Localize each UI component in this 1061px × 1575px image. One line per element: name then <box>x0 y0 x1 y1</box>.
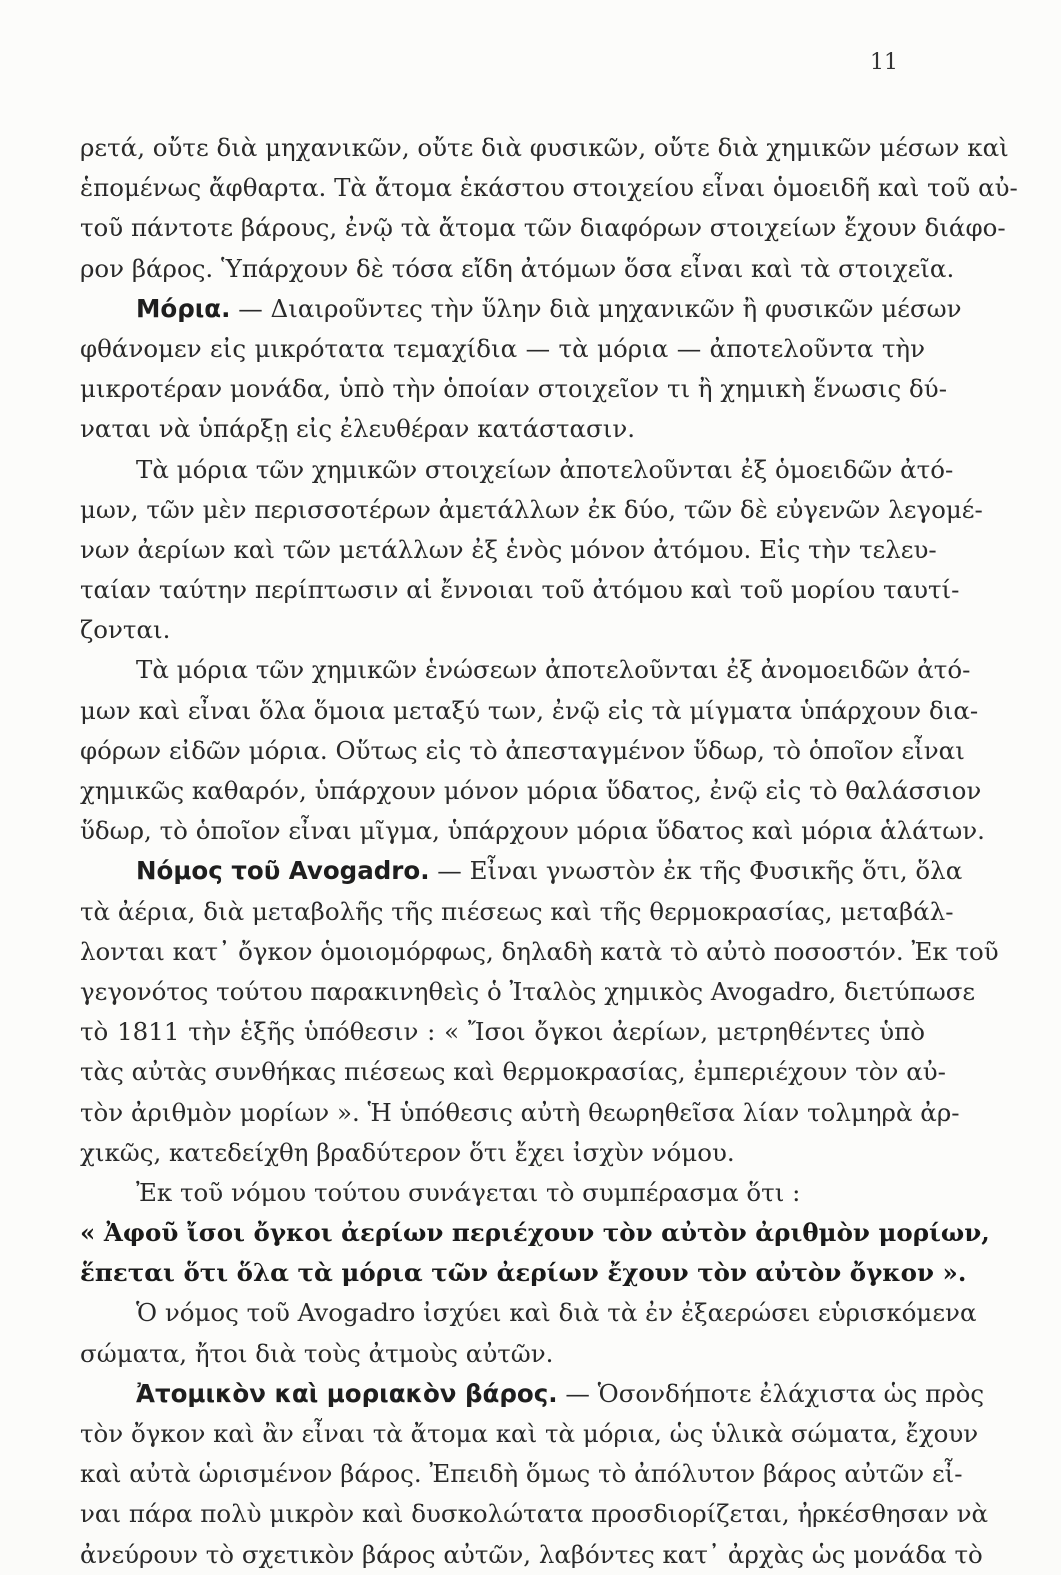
text-line: Τὰ μόρια τῶν χημικῶν στοιχείων ἀποτελοῦνται ἐξ ὁμοειδῶν ἀτό- <box>136 454 954 484</box>
text-line: μικροτέραν μονάδα, ὑπὸ τὴν ὁποίαν στοιχεῖον τι ἢ χημικὴ ἕνωσις δύ- <box>80 374 947 404</box>
text-line: Τὰ μόρια τῶν χημικῶν ἑνώσεων ἀποτελοῦνται ἐξ ἀνομοειδῶν ἀτό- <box>136 655 971 685</box>
text-line: χημικῶς καθαρόν, ὑπάρχουν μόνον μόρια ὕδατος, ἐνῷ εἰς τὸ θαλάσσιον <box>80 776 982 805</box>
text-line: Ἐκ τοῦ νόμου τούτου συνάγεται τὸ συμπέρασμα ὅτι : <box>136 1177 801 1207</box>
text-line: φόρων εἰδῶν μόρια. Οὕτως εἰς τὸ ἀπεσταγμένον ὕδωρ, τὸ ὁποῖον εἶναι <box>80 735 965 765</box>
text-line: μων καὶ εἶναι ὅλα ὅμοια μεταξύ των, ἐνῷ εἰς τὰ μίγματα ὑπάρχουν δια- <box>80 695 979 725</box>
conclusion-line: ἕπεται ὅτι ὅλα τὰ μόρια τῶν ἀερίων ἔχουν τὸν αὐτὸν ὄγκον ». <box>80 1258 967 1288</box>
text-line: — Ὁσονδήποτε ἐλάχιστα ὡς πρὸς <box>557 1378 985 1408</box>
text-line: τὰ ἀέρια, διὰ μεταβολῆς τῆς πιέσεως καὶ τῆς θερμοκρασίας, μεταβάλ- <box>80 896 954 926</box>
text-line: τὸν ἀριθμὸν μορίων ». Ἡ ὑπόθεσις αὐτὴ θεωρηθεῖσα λίαν τολμηρὰ ἀρ- <box>80 1097 960 1127</box>
page-number: 11 <box>870 50 898 75</box>
text-line: ἀνεύρουν τὸ σχετικὸν βάρος αὐτῶν, λαβόντες κατ᾿ ἀρχὰς ὡς μονάδα τὸ <box>80 1539 983 1569</box>
text-line: φθάνομεν εἰς μικρότατα τεμαχίδια — τὰ μόρια — ἀποτελοῦντα τὴν <box>80 333 925 363</box>
text-line: καὶ αὐτὰ ὡρισμένον βάρος. Ἐπειδὴ ὅμως τὸ ἀπόλυτον βάρος αὐτῶν εἶ- <box>80 1459 963 1489</box>
text-line: — Εἶναι γνωστὸν ἐκ τῆς Φυσικῆς ὅτι, ὅλα <box>429 856 963 886</box>
text-line: τὰς αὐτὰς συνθήκας πιέσεως καὶ θερμοκρασίας, ἐμπεριέχουν τὸν αὐ- <box>80 1057 946 1087</box>
text-line: — Διαιροῦντες τὴν ὕλην διὰ μηχανικῶν ἢ φυσικῶν μέσων <box>230 293 962 323</box>
text-line: τὸν ὄγκον καὶ ἂν εἶναι τὰ ἄτομα καὶ τὰ μόρια, ὡς ὑλικὰ σώματα, ἔχουν <box>80 1419 979 1448</box>
section-heading-atomic-weight: Ἀτομικὸν καὶ μοριακὸν βάρος. <box>136 1378 558 1408</box>
section-line-avogadro <box>80 851 963 891</box>
text-line: ναι πάρα πολὺ μικρὸν καὶ δυσκολώτατα προσδιορίζεται, ἠρκέσθησαν νὰ <box>80 1499 989 1529</box>
text-line: τὸ 1811 τὴν ἑξῆς ὑπόθεσιν : « Ἴσοι ὄγκοι ἀερίων, μετρηθέντες ὑπὸ <box>80 1017 925 1047</box>
text-line: Ὁ νόμος τοῦ Avogadro ἰσχύει καὶ διὰ τὰ ἐν ἐξαερώσει εὑρισκόμενα <box>136 1298 977 1328</box>
text-line: χικῶς, κατεδείχθη βραδύτερον ὅτι ἔχει ἰσχὺν νόμου. <box>80 1137 735 1167</box>
text-line: ζονται. <box>80 615 171 645</box>
text-line: γεγονότος τούτου παρακινηθεὶς ὁ Ἰταλὸς χημικὸς Avogadro, διετύπωσε <box>80 976 976 1006</box>
section-heading-avogadro: Νόμος τοῦ Avogadro. <box>136 856 430 886</box>
text-line: λονται κατ᾿ ὄγκον ὁμοιομόρφως, δηλαδὴ κατὰ τὸ αὐτὸ ποσοστόν. Ἐκ τοῦ <box>80 936 999 966</box>
text-line: τοῦ πάντοτε βάρους, ἐνῷ τὰ ἄτομα τῶν διαφόρων στοιχείων ἔχουν διάφο- <box>80 213 1006 243</box>
text-line: ναται νὰ ὑπάρξῃ εἰς ἐλευθέραν κατάστασιν. <box>80 414 635 444</box>
conclusion-line: « Ἀφοῦ ἴσοι ὄγκοι ἀερίων περιέχουν τὸν αὐτὸν ἀριθμὸν μορίων, <box>80 1218 990 1248</box>
text-line: μων, τῶν μὲν περισσοτέρων ἀμετάλλων ἐκ δύο, τῶν δὲ εὐγενῶν λεγομέ- <box>80 494 983 524</box>
text-line: ρετά, οὔτε διὰ μηχανικῶν, οὔτε διὰ φυσικῶν, οὔτε διὰ χημικῶν μέσων καὶ <box>80 133 1009 162</box>
section-line-moria <box>80 289 962 329</box>
text-line: ἑπομένως ἄφθαρτα. Τὰ ἄτομα ἑκάστου στοιχείου εἶναι ὁμοειδῆ καὶ τοῦ αὐ- <box>80 173 1018 203</box>
section-heading-moria: Μόρια. <box>136 293 231 323</box>
text-line: σώματα, ἤτοι διὰ τοὺς ἀτμοὺς αὐτῶν. <box>80 1338 554 1368</box>
text-line: νων ἀερίων καὶ τῶν μετάλλων ἐξ ἑνὸς μόνον ἀτόμου. Εἰς τὴν τελευ- <box>80 534 937 564</box>
section-line-weight <box>80 1374 985 1414</box>
text-line: ρον βάρος. Ὑπάρχουν δὲ τόσα εἴδη ἀτόμων ὅσα εἶναι καὶ τὰ στοιχεῖα. <box>80 253 955 283</box>
body-text <box>80 128 1018 1575</box>
text-line: ὕδωρ, τὸ ὁποῖον εἶναι μῖγμα, ὑπάρχουν μόρια ὕδατος καὶ μόρια ἁλάτων. <box>80 816 985 846</box>
text-line: ταίαν ταύτην περίπτωσιν αἱ ἔννοιαι τοῦ ἀτόμου καὶ τοῦ μορίου ταυτί- <box>80 575 960 605</box>
